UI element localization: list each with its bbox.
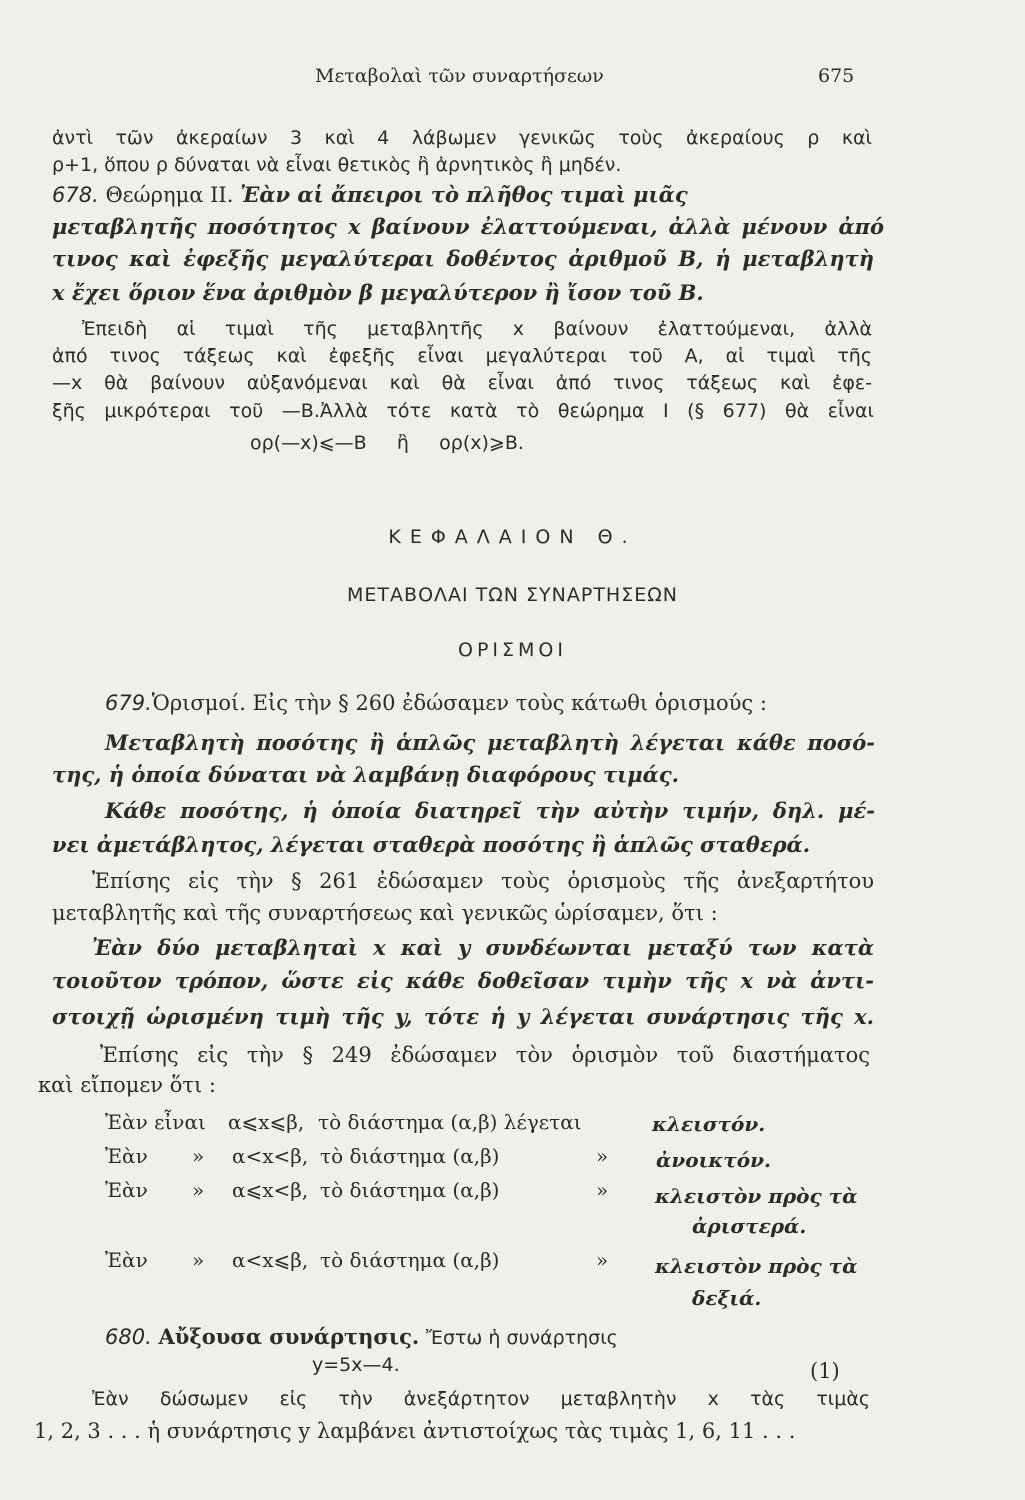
increasing-text-line: Ἐὰν δώσωμεν εἰς τὴν ἀνεξάρτητον μεταβλητὴν x τὰς τιμὰς: [92, 1388, 870, 1410]
chapter-title: ΜΕΤΑΒΟΛΑΙ ΤΩΝ ΣΥΝΑΡΤΗΣΕΩΝ: [347, 584, 678, 606]
running-header: Μεταβολαὶ τῶν συναρτήσεων: [315, 65, 604, 87]
equation-number: (1): [810, 1359, 840, 1383]
intro-line-2: ρ+1, ὅπου ρ δύναται νὰ εἶναι θετικὸς ἢ ἀρνητικὸς ἢ μηδέν.: [52, 154, 622, 176]
definitions-249-line: καὶ εἴπομεν ὅτι :: [38, 1073, 216, 1097]
proof-line: —x θὰ βαίνουν αὐξανόμεναι καὶ θὰ εἶναι ἀπό τινος τάξεως καὶ ἐφε-: [52, 372, 872, 394]
interval-text: τὸ διάστημα (α,β): [320, 1144, 500, 1168]
interval-name-cont: δεξιά.: [692, 1286, 762, 1310]
constant-definition-line: Κάθε ποσότης, ἡ ὁποία διατηρεῖ τὴν αὐτὴν τιμήν, δηλ. μέ-: [105, 798, 875, 823]
function-definition-line: τοιοῦτον τρόπον, ὥστε εἰς κάθε δοθεῖσαν τιμὴν τῆς x νὰ ἀντι-: [52, 968, 874, 993]
interval-name: κλειστὸν πρὸς τὰ: [655, 1254, 858, 1278]
definitions-heading: [105, 688, 875, 718]
interval-text: τὸ διάστημα (α,β) λέγεται: [318, 1110, 582, 1134]
theorem-statement-start: Ἐὰν αἱ ἄπειροι τὸ πλῆθος τιμαὶ μιᾶς: [240, 182, 688, 207]
constant-definition-line: νει ἀμετάβλητος, λέγεται σταθερὰ ποσότης ἢ ἁπλῶς σταθερά.: [52, 832, 811, 857]
increasing-lead: Ἔστω ἡ συνάρτησις: [425, 1327, 618, 1349]
function-definition-line: Ἐὰν δύο μεταβληταὶ x καὶ y συνδέωνται μεταξύ των κατὰ: [92, 935, 874, 960]
interval-name: κλειστόν.: [652, 1112, 766, 1136]
proof-line: Ἐπειδὴ αἱ τιμαὶ τῆς μεταβλητῆς x βαίνουν ἐλαττούμεναι, ἀλλὰ: [82, 318, 872, 340]
interval-if: Ἐὰν: [105, 1178, 148, 1202]
interval-if: Ἐὰν εἶναι: [105, 1110, 206, 1134]
interval-condition: α<x⩽β,: [232, 1248, 309, 1272]
increasing-label: Αὔξουσα συνάρτησις.: [158, 1324, 420, 1349]
definitions-label: Ὁρισμοί.: [151, 691, 246, 715]
interval-name: ἀνοικτόν.: [656, 1148, 771, 1172]
theorem-statement-line: τινος καὶ ἐφεξῆς μεγαλύτεραι δοθέντος ἀριθμοῦ B, ἡ μεταβλητὴ: [52, 246, 874, 271]
interval-if: Ἐὰν: [105, 1248, 148, 1272]
theorem-formula: ορ(—x)⩽—B ἢ ορ(x)⩾B.: [250, 432, 524, 454]
ditto-mark: »: [596, 1248, 609, 1272]
interval-text: τὸ διάστημα (α,β): [320, 1178, 500, 1202]
increasing-text-line: 1, 2, 3 . . . ἡ συνάρτησις y λαμβάνει ἀντιστοίχως τὰς τιμὰς 1, 6, 11 . . .: [34, 1419, 796, 1443]
theorem-label: Θεώρημα ΙΙ.: [105, 183, 234, 207]
increasing-equation: y=5x—4.: [312, 1354, 400, 1376]
variable-definition-line: Μεταβλητὴ ποσότης ἢ ἁπλῶς μεταβλητὴ λέγεται κάθε ποσό-: [105, 730, 875, 755]
theorem-number: 678.: [52, 183, 99, 207]
definitions-261-line: Ἐπίσης εἰς τὴν § 261 ἐδώσαμεν τοὺς ὁρισμοὺς τῆς ἀνεξαρτήτου: [92, 869, 874, 893]
theorem-heading: [52, 180, 892, 210]
proof-line: ξῆς μικρότεραι τοῦ —B.Ἀλλὰ τότε κατὰ τὸ θεώρημα Ι (§ 677) θὰ εἶναι: [52, 400, 874, 422]
definitions-lead: Εἰς τὴν § 260 ἐδώσαμεν τοὺς κάτωθι ὁρισμούς :: [252, 691, 767, 715]
section-title: ΟΡΙΣΜΟΙ: [458, 639, 567, 661]
definitions-249-line: Ἐπίσης εἰς τὴν § 249 ἐδώσαμεν τὸν ὁρισμὸν τοῦ διαστήματος: [100, 1043, 870, 1067]
definitions-number: 679.: [105, 691, 152, 715]
interval-condition: α⩽x⩽β,: [228, 1110, 305, 1134]
interval-condition: α<x<β,: [232, 1144, 309, 1168]
ditto-mark: »: [192, 1248, 205, 1272]
interval-if: Ἐὰν: [105, 1144, 148, 1168]
interval-name-cont: ἀριστερά.: [692, 1214, 807, 1238]
increasing-number: 680.: [105, 1325, 152, 1349]
ditto-mark: »: [596, 1178, 609, 1202]
definitions-261-line: μεταβλητῆς καὶ τῆς συναρτήσεως καὶ γενικῶς ὡρίσαμεν, ὅτι :: [52, 901, 718, 925]
ditto-mark: »: [192, 1144, 205, 1168]
theorem-statement-line: μεταβλητῆς ποσότητος x βαίνουν ἐλαττούμεναι, ἀλλὰ μένουν ἀπό: [52, 214, 884, 239]
chapter-heading: ΚΕΦΑΛΑΙΟΝ Θ.: [388, 526, 637, 548]
page-number: 675: [818, 65, 855, 87]
increasing-heading: [105, 1322, 875, 1353]
interval-name: κλειστὸν πρὸς τὰ: [655, 1184, 858, 1208]
variable-definition-line: της, ἡ ὁποία δύναται νὰ λαμβάνῃ διαφόρους τιμάς.: [52, 762, 679, 787]
interval-condition: α⩽x<β,: [232, 1178, 309, 1202]
intro-line-1: ἀντὶ τῶν ἀκεραίων 3 καὶ 4 λάβωμεν γενικῶς τοὺς ἀκεραίους ρ καὶ: [52, 127, 872, 149]
ditto-mark: »: [596, 1144, 609, 1168]
function-definition-line: στοιχῇ ὡρισμένη τιμὴ τῆς y, τότε ἡ y λέγεται συνάρτησις τῆς x.: [52, 1004, 874, 1029]
ditto-mark: »: [192, 1178, 205, 1202]
theorem-statement-line: x ἔχει ὅριον ἕνα ἀριθμὸν β μεγαλύτερον ἢ ἴσον τοῦ B.: [52, 280, 704, 305]
proof-line: ἀπό τινος τάξεως καὶ ἐφεξῆς εἶναι μεγαλύτεραι τοῦ Α, αἱ τιμαὶ τῆς: [52, 345, 872, 367]
interval-text: τὸ διάστημα (α,β): [320, 1248, 500, 1272]
